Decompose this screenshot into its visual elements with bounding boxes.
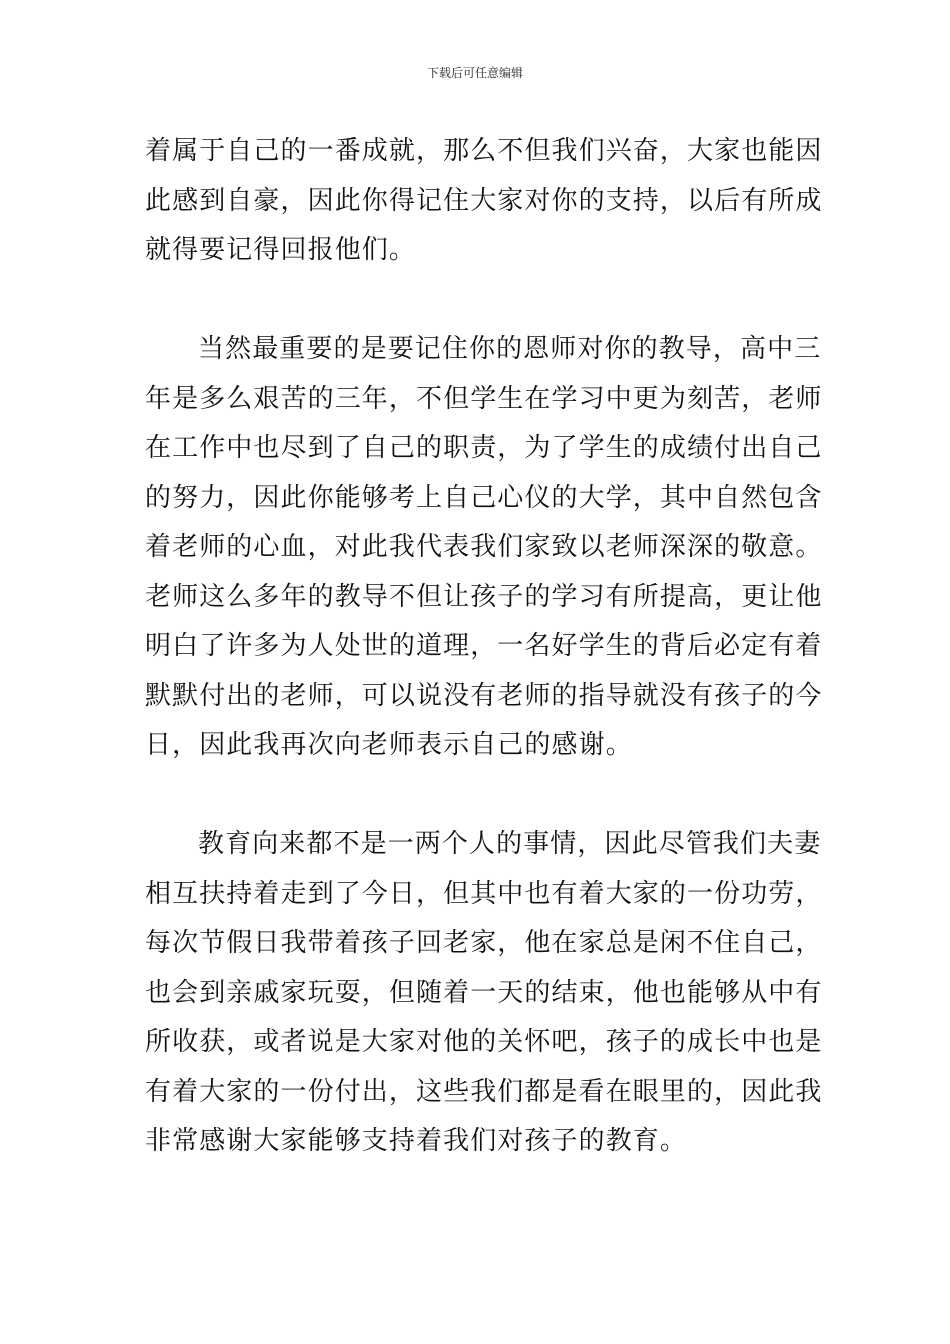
text-line: 此感到自豪，因此你得记住大家对你的支持，以后有所成	[145, 185, 823, 216]
text-line: 非常感谢大家能够支持着我们对孩子的教育。	[145, 1126, 688, 1156]
text-line: 的努力，因此你能够考上自己心仪的大学，其中自然包含	[145, 482, 823, 513]
text-line: 着属于自己的一番成就，那么不但我们兴奋，大家也能因	[145, 136, 823, 166]
text-line: 在工作中也尽到了自己的职责，为了学生的成绩付出自己	[145, 433, 823, 463]
text-line: 就得要记得回报他们。	[145, 235, 417, 265]
paragraph-continuation	[145, 127, 823, 276]
text-line: 有着大家的一份付出，这些我们都是看在眼里的，因此我	[145, 1076, 823, 1107]
text-line: 相互扶持着走到了今日，但其中也有着大家的一份功劳，	[145, 878, 823, 909]
paragraph-family	[145, 820, 823, 1167]
text-line: 也会到亲戚家玩耍，但随着一天的结束，他也能够从中有	[145, 977, 823, 1008]
text-line: 日，因此我再次向老师表示自己的感谢。	[145, 730, 633, 760]
text-line: 默默付出的老师，可以说没有老师的指导就没有孩子的今	[145, 680, 823, 711]
text-line: 明白了许多为人处世的道理，一名好学生的背后必定有着	[145, 631, 823, 661]
text-line: 老师这么多年的教导不但让孩子的学习有所提高，更让他	[145, 581, 823, 612]
text-line: 当然最重要的是要记住你的恩师对你的教导，高中三	[198, 334, 822, 364]
text-line: 着老师的心血，对此我代表我们家致以老师深深的敬意。	[145, 532, 823, 562]
paragraph-teachers	[145, 325, 823, 771]
text-line: 教育向来都不是一两个人的事情，因此尽管我们夫妻	[198, 829, 822, 859]
text-line: 年是多么艰苦的三年，不但学生在学习中更为刻苦，老师	[145, 383, 823, 414]
page-header: 下载后可任意编辑	[426, 66, 523, 80]
text-line: 每次节假日我带着孩子回老家，他在家总是闲不住自己，	[145, 928, 823, 958]
text-line: 所收获，或者说是大家对他的关怀吧，孩子的成长中也是	[145, 1027, 823, 1057]
